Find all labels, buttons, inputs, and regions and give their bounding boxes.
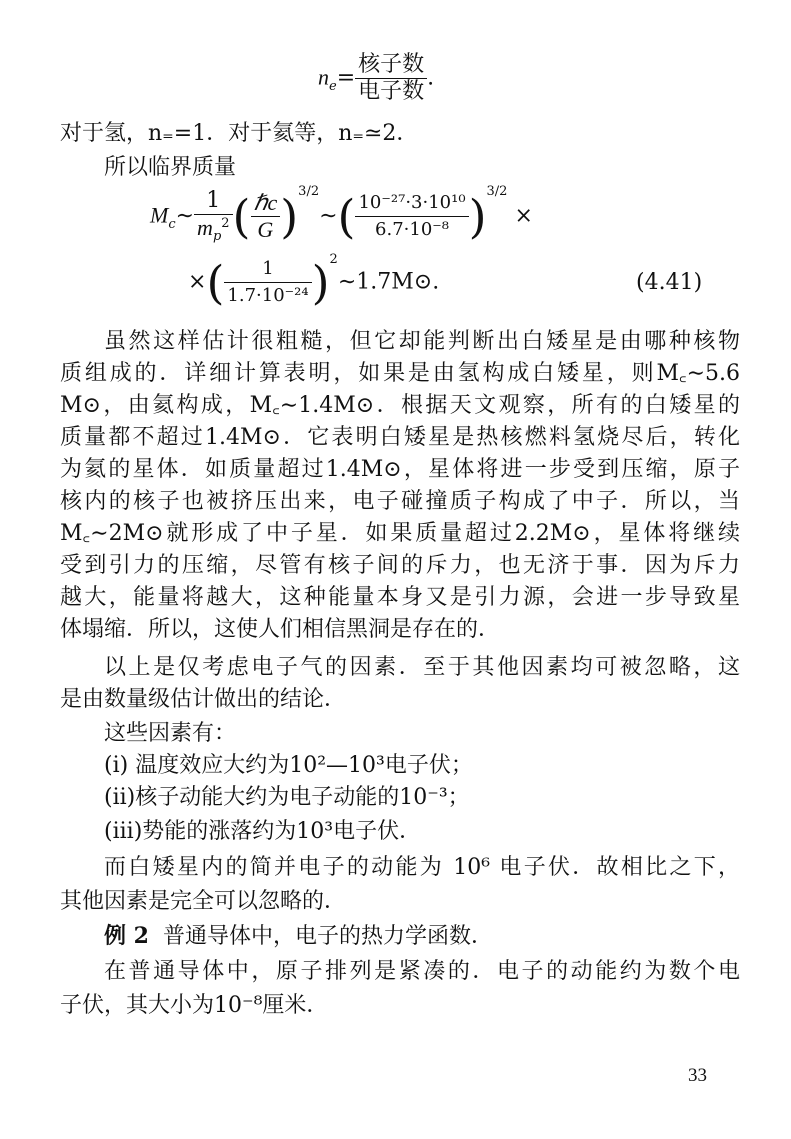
formula-mc-frac4	[224, 256, 311, 309]
paragraph1-line: 为氦的星体．如质量超过1.4M⊙，星体将进一步受到压缩，原子	[60, 457, 740, 482]
paragraph2-line: 以上是仅考虑电子气的因素．至于其他因素均可被忽略，这	[104, 655, 740, 680]
paragraph3-line: 其他因素是完全可以忽略的．	[60, 889, 347, 914]
formula-mc-frac4-num: 1	[224, 256, 311, 283]
formula-ne-lhs-sub: e	[329, 78, 337, 94]
paragraph1-line: M⊙，由氦构成，M꜀∼1.4M⊙．根据天文观察，所有的白矮星的	[60, 393, 740, 418]
formula-mc-frac2	[251, 190, 281, 243]
formula-mc-frac2-den: G	[257, 217, 274, 242]
paragraph1-line: M꜀∼2M⊙就形成了中子星．如果质量超过2.2M⊙，星体将继续	[60, 521, 740, 546]
line-hydrogen: 对于氢，n₌=1．对于氦等，n₌≃2．	[60, 121, 419, 146]
formula-ne-fraction	[355, 52, 427, 105]
formula-mc-paren-open-3: (	[206, 255, 225, 310]
line-critical-mass: 所以临界质量	[104, 155, 237, 180]
paragraph1-line: 质组成的．详细计算表明，如果是由氢构成白矮星，则M꜀∼5.6	[60, 361, 740, 386]
paragraph4-line: 子伏，其大小为10⁻⁸厘米．	[60, 993, 329, 1018]
formula-mc-frac3-den: 6.7·10⁻⁸	[375, 219, 449, 240]
factor-item: (iii)势能的涨落约为10³电子伏．	[104, 819, 422, 844]
formula-mc-exp3: 2	[329, 252, 338, 267]
formula-mc-frac1-num: 1	[194, 188, 233, 215]
factors-intro: 这些因素有：	[104, 721, 237, 746]
factor-item: (ii)核子动能大约为电子动能的10⁻³；	[104, 785, 470, 810]
paragraph2-line: 是由数量级估计做出的结论．	[60, 687, 347, 712]
paragraph1-line: 核内的核子也被挤压出来，电子碰撞质子构成了中子．所以，当	[60, 489, 740, 514]
paragraph4-line: 在普通导体中，原子排列是紧凑的．电子的动能约为数个电	[104, 959, 740, 984]
paragraph1-line: 受到引力的压缩，尽管有核子间的斥力，也无济于事．因为斥力	[60, 553, 740, 578]
formula-ne	[318, 52, 434, 105]
formula-mc-paren-close-3: )	[311, 255, 330, 310]
formula-mc-frac2-num: ℏc	[251, 190, 281, 217]
formula-mc-frac1	[194, 188, 233, 245]
formula-mc-paren-open-2: (	[337, 189, 356, 244]
equation-number: (4.41)	[636, 270, 703, 295]
formula-mc-sim1: ∼	[175, 203, 195, 229]
formula-mc-lhs: M	[150, 202, 169, 228]
formula-ne-denominator: 电子数	[358, 79, 425, 104]
formula-mc-result: ∼1.7M⊙.	[337, 269, 440, 295]
page-number: 33	[688, 1065, 707, 1086]
example-label: 例 2	[104, 923, 149, 949]
formula-mc-lhs-sub: c	[168, 216, 176, 232]
example-heading	[104, 920, 740, 953]
formula-mc-paren-open-1: (	[232, 189, 251, 244]
paragraph1-line: 体塌缩．所以，这使人们相信黑洞是存在的．	[60, 617, 501, 642]
formula-ne-lhs: n	[318, 64, 329, 90]
formula-mc-line1	[150, 184, 533, 245]
paragraph1-line: 虽然这样估计很粗糙，但它却能判断出白矮星是由哪种核物	[104, 329, 740, 354]
formula-mc-paren-close-1: )	[280, 189, 299, 244]
formula-ne-trailing: .	[427, 65, 435, 91]
formula-mc-paren-close-2: )	[468, 189, 487, 244]
formula-mc-times: ×	[514, 203, 533, 229]
formula-ne-eq: =	[336, 65, 356, 91]
factor-item: (i) 温度效应大约为10²—10³电子伏；	[104, 753, 473, 778]
formula-mc-sim2: ∼	[319, 203, 338, 229]
paragraph1-line: 质量都不超过1.4M⊙．它表明白矮星是热核燃料氢烧尽后，转化	[60, 425, 740, 450]
formula-mc-frac1-den-wrap	[194, 215, 233, 245]
formula-mc-frac3	[355, 190, 468, 243]
example-title: 普通导体中，电子的热力学函数．	[162, 924, 493, 949]
formula-mc-exp1: 3/2	[298, 184, 320, 199]
formula-mc-frac1-den-sub: p	[212, 229, 222, 244]
formula-mc-exp2: 3/2	[486, 184, 508, 199]
paragraph3-line: 而白矮星内的简并电子的动能为 10⁶ 电子伏．故相比之下，	[104, 855, 740, 880]
paragraph1-line: 越大，能量将越大，这种能量本身又是引力源，会进一步导致星	[60, 585, 740, 610]
formula-mc-frac1-den: m	[197, 215, 213, 240]
formula-mc-frac1-den-sup: 2	[221, 216, 230, 231]
formula-mc-frac4-den: 1.7·10⁻²⁴	[227, 285, 309, 306]
formula-mc-times2: ×	[188, 269, 207, 295]
formula-ne-numerator: 核子数	[355, 52, 427, 79]
formula-mc-frac3-num: 10⁻²⁷·3·10¹⁰	[355, 190, 468, 217]
